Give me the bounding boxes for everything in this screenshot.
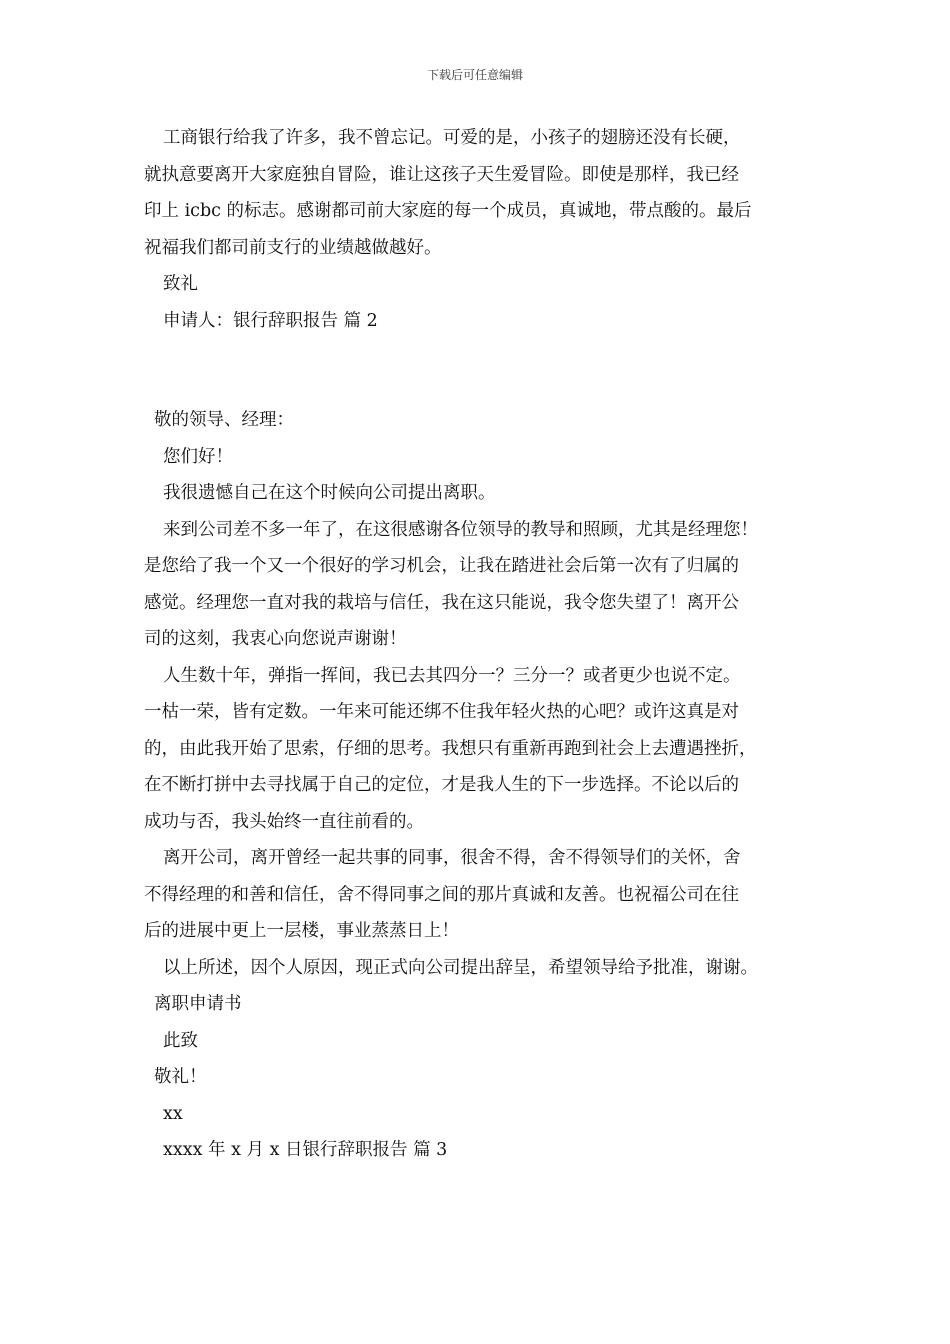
- paragraph-line: 祝福我们都司前支行的业绩越做越好。: [144, 237, 442, 258]
- paragraph-line: 一枯一荣，皆有定数。一年来可能还绑不住我年轻火热的心吧？或许这真是对: [144, 702, 739, 722]
- paragraph-line: 在不断打拼中去寻找属于自己的定位，才是我人生的下一步选择。不论以后的: [144, 775, 739, 795]
- closing-line: 敬礼！: [154, 1067, 207, 1087]
- page-header-note: 下载后可任意编辑: [426, 68, 523, 82]
- signature-name: xx: [163, 1103, 183, 1124]
- paragraph-line: 司的这刻，我衷心向您说声谢谢！: [144, 629, 407, 649]
- paragraph-line: 人生数十年，弹指一挥间，我已去其四分一？三分一？或者更少也说不定。: [163, 665, 741, 686]
- closing-salutation: 致礼: [163, 274, 198, 294]
- document-body: [144, 120, 824, 1169]
- paragraph-line: 是您给了我一个又一个很好的学习机会，让我在踏进社会后第一次有了归属的: [144, 556, 739, 576]
- paragraph-line: 我很遗憾自己在这个时候向公司提出离职。: [163, 483, 496, 503]
- paragraph-line: 来到公司差不多一年了，在这很感谢各位领导的教导和照顾，尤其是经理您！: [163, 519, 758, 540]
- closing-line: 此致: [163, 1030, 198, 1051]
- paragraph-line: 您们好！: [163, 446, 233, 467]
- letter-greeting: 敬的领导、经理：: [154, 410, 294, 430]
- letter-title: 离职申请书: [154, 994, 242, 1014]
- section-heading: 申请人：银行辞职报告 篇 2: [163, 310, 378, 331]
- signature-date: xxxx 年 x 月 x 日银行辞职报告 篇 3: [163, 1140, 448, 1160]
- paragraph-line: 不得经理的和善和信任，舍不得同事之间的那片真诚和友善。也祝福公司在往: [144, 884, 739, 905]
- paragraph-line: 的，由此我开始了思索，仔细的思考。我想只有重新再跑到社会上去遭遇挫折，: [144, 738, 757, 759]
- paragraph-line: 印上 icbc 的标志。感谢都司前大家庭的每一个成员，真诚地，带点酸的。最后: [144, 201, 752, 221]
- section-gap: [144, 339, 824, 402]
- paragraph-line: 后的进展中更上一层楼，事业蒸蒸日上！: [144, 921, 459, 941]
- paragraph-line: 工商银行给我了许多，我不曾忘记。可爱的是，小孩子的翅膀还没有长硬，: [163, 128, 741, 148]
- paragraph-line: 以上所述，因个人原因，现正式向公司提出辞呈，希望领导给予批准，谢谢。: [163, 957, 758, 978]
- paragraph-line: 感觉。经理您一直对我的栽培与信任，我在这只能说，我令您失望了！离开公: [144, 592, 739, 613]
- paragraph-line: 就执意要离开大家庭独自冒险，谁让这孩子天生爱冒险。即使是那样，我已经: [144, 164, 739, 185]
- paragraph-line: 成功与否，我头始终一直往前看的。: [144, 811, 424, 832]
- paragraph-line: 离开公司，离开曾经一起共事的同事，很舍不得，舍不得领导们的关怀，舍: [163, 848, 741, 868]
